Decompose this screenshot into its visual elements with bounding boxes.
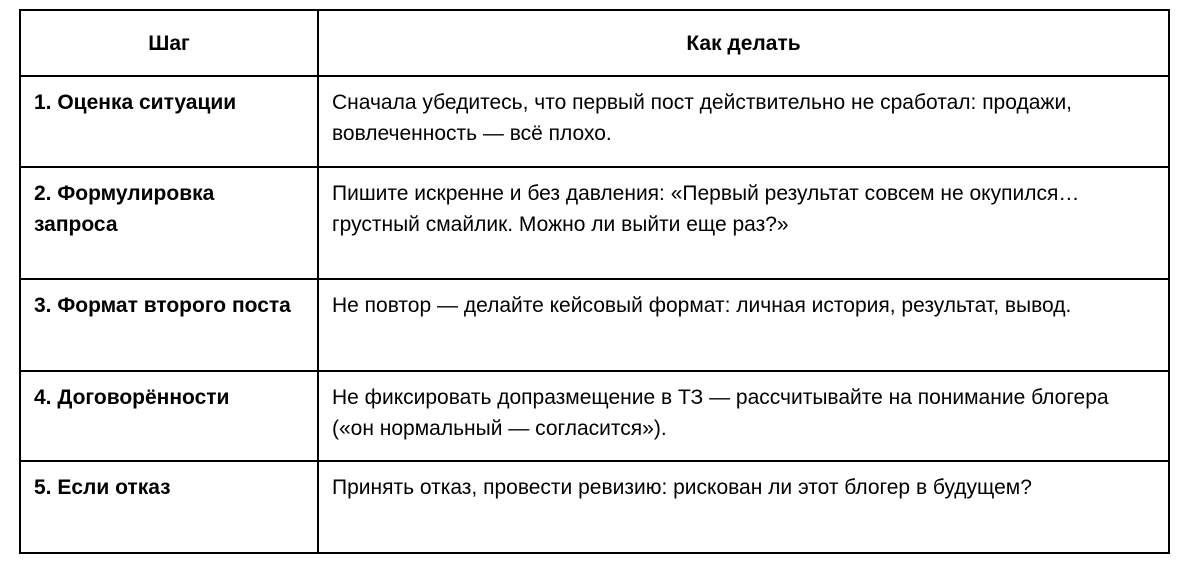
step-cell: 4. Договорённости: [20, 371, 318, 461]
how-cell: Не повтор — делайте кейсовый формат: личная история, результат, вывод.: [318, 279, 1169, 371]
how-cell: Принять отказ, провести ревизию: рискован ли этот блогер в будущем?: [318, 461, 1169, 553]
steps-table: [19, 9, 1170, 554]
table-header-row: [20, 10, 1169, 76]
step-cell: 3. Формат второго поста: [20, 279, 318, 371]
table-row: [20, 76, 1169, 167]
step-cell: 1. Оценка ситуации: [20, 76, 318, 167]
step-cell: 2. Формулировка запроса: [20, 167, 318, 279]
how-cell: Не фиксировать допразмещение в ТЗ — рассчитывайте на понимание блогера («он нормальный — согласится»).: [318, 371, 1169, 461]
table-row: [20, 461, 1169, 553]
how-cell: Пишите искренне и без давления: «Первый результат совсем не окупился… грустный смайлик. Можно ли выйти еще раз?»: [318, 167, 1169, 279]
steps-table-container: [19, 9, 1168, 554]
header-step: Шаг: [20, 10, 318, 76]
table-row: [20, 167, 1169, 279]
how-cell: Сначала убедитесь, что первый пост действительно не сработал: продажи, вовлеченность — всё плохо.: [318, 76, 1169, 167]
step-cell: 5. Если отказ: [20, 461, 318, 553]
table-row: [20, 371, 1169, 461]
table-row: [20, 279, 1169, 371]
header-how: Как делать: [318, 10, 1169, 76]
